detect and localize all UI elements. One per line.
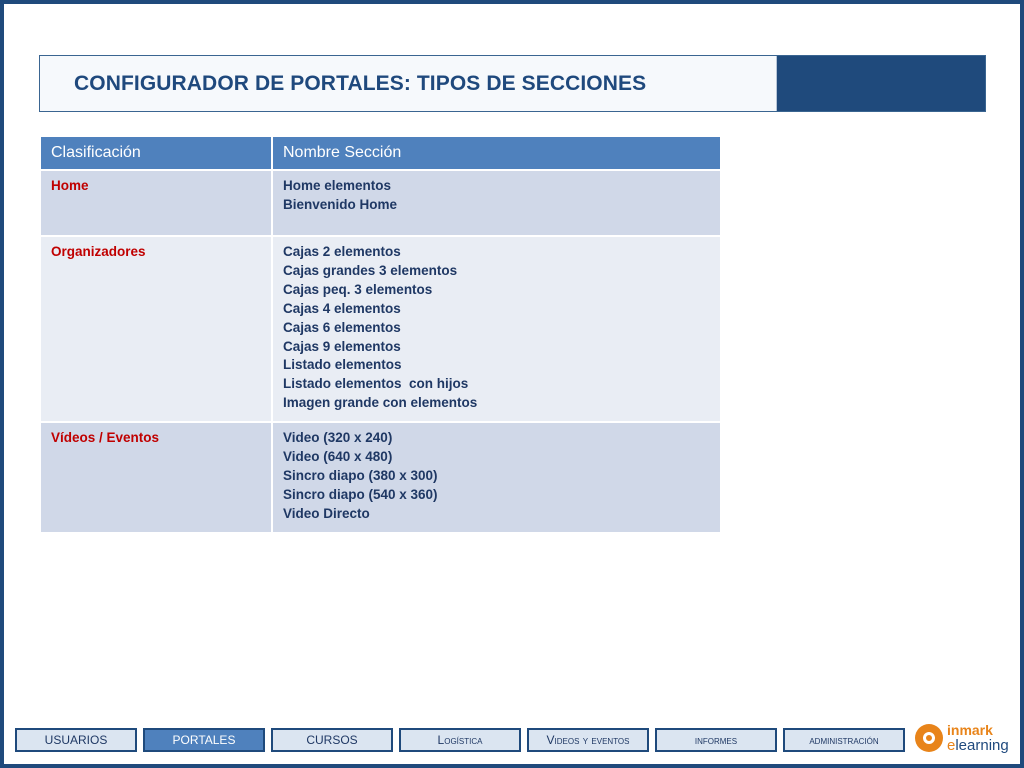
section-name: Cajas 9 elementos: [283, 338, 401, 354]
table-row: [40, 236, 721, 422]
row-classification: Vídeos / Eventos: [40, 422, 272, 533]
logo-line1: inmark: [947, 722, 993, 738]
page-title: CONFIGURADOR DE PORTALES: TIPOS DE SECCIONES: [74, 71, 647, 95]
section-name: Cajas 4 elementos: [283, 300, 401, 316]
logo-wordmark: [947, 723, 1009, 753]
section-name: Imagen grande con elementos: [283, 395, 478, 411]
section-name: Home elementos: [283, 178, 392, 193]
section-name: Cajas 2 elementos: [283, 244, 401, 259]
row-classification: Home: [40, 170, 272, 236]
nav-button-cursos[interactable]: CURSOS: [271, 728, 393, 752]
nav-button-administracion[interactable]: administración: [783, 728, 905, 752]
section-name: Video (320 x 240): [283, 430, 393, 446]
table-row: [40, 422, 721, 533]
sections-table: [39, 135, 722, 534]
bottom-nav: [15, 728, 911, 752]
title-box: [40, 56, 776, 111]
logo-mark-icon: [915, 724, 943, 752]
section-name: Video Directo: [283, 505, 370, 521]
column-header-clasificacion: Clasificación: [40, 136, 272, 170]
table-header-row: [40, 136, 721, 170]
column-header-nombre-seccion: Nombre Sección: [272, 136, 721, 170]
logo-line2-prefix: e: [947, 737, 956, 754]
nav-button-logistica[interactable]: Logística: [399, 728, 521, 752]
section-name: Video (640 x 480): [283, 449, 393, 465]
title-accent-block: [776, 56, 985, 111]
nav-button-usuarios[interactable]: USUARIOS: [15, 728, 137, 752]
inmark-elearning-logo: [915, 718, 1015, 758]
section-name: Cajas peq. 3 elementos: [283, 281, 433, 297]
section-name: Bienvenido Home: [283, 196, 398, 212]
row-section-names: [272, 236, 721, 422]
section-name: Sincro diapo (380 x 300): [283, 467, 438, 483]
section-name: Cajas 6 elementos: [283, 319, 401, 335]
section-name: Sincro diapo (540 x 360): [283, 486, 438, 502]
logo-line2-rest: learning: [955, 737, 1009, 754]
nav-button-videos-eventos[interactable]: Videos y eventos: [527, 728, 649, 752]
row-section-names: [272, 422, 721, 533]
section-name: Cajas grandes 3 elementos: [283, 262, 458, 278]
row-section-names: [272, 170, 721, 236]
section-name: Listado elementos con hijos: [283, 376, 469, 392]
nav-button-informes[interactable]: informes: [655, 728, 777, 752]
nav-button-portales[interactable]: PORTALES: [143, 728, 265, 752]
logo-line2: [947, 738, 1009, 753]
row-classification: Organizadores: [40, 236, 272, 422]
table-row: [40, 170, 721, 236]
section-name: Listado elementos: [283, 357, 402, 373]
title-bar: [39, 55, 986, 112]
